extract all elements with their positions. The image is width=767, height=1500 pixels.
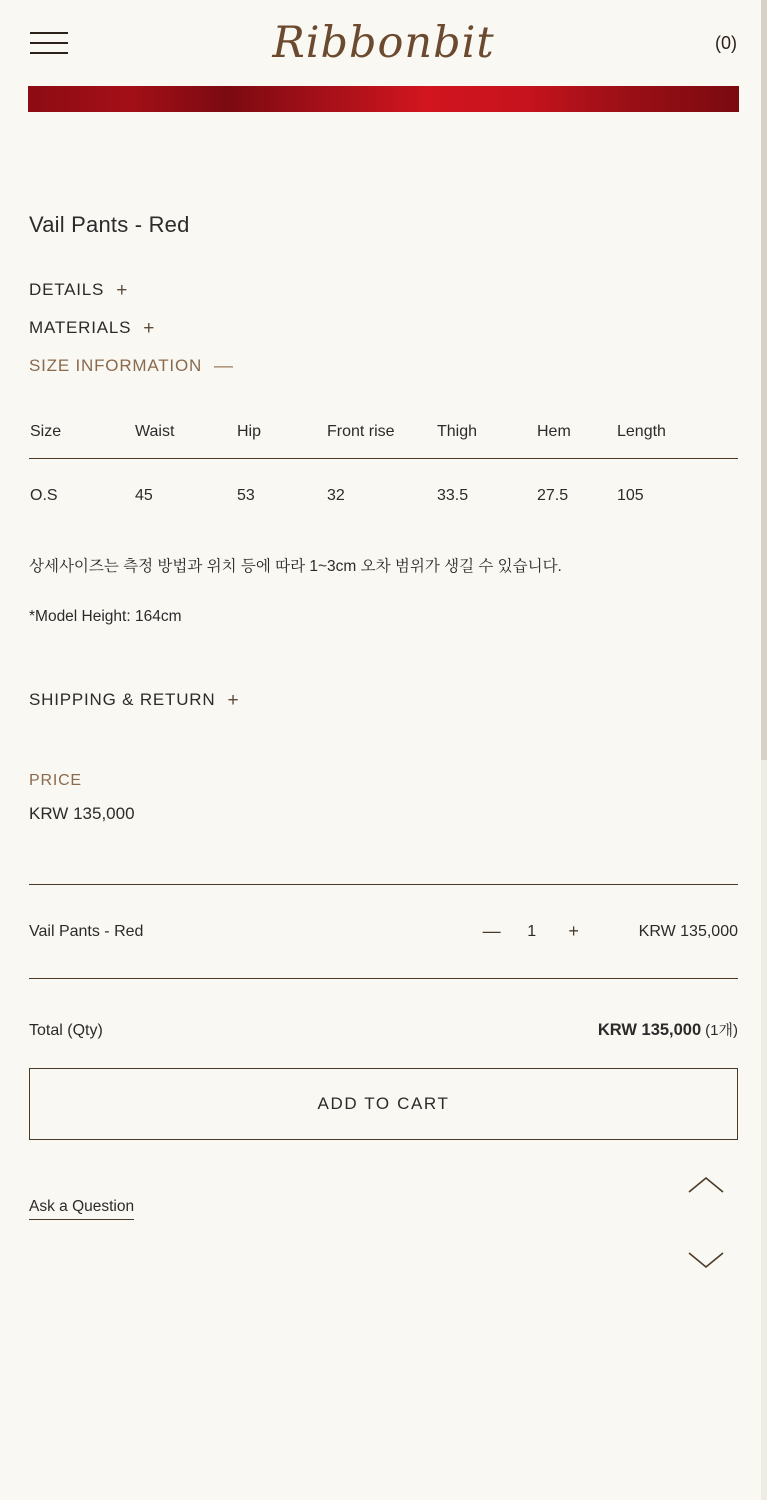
- cell-waist: 45: [135, 487, 153, 504]
- brand-logo: Ribbonbit: [272, 18, 495, 68]
- add-to-cart-button[interactable]: ADD TO CART: [29, 1068, 738, 1140]
- page-title: Vail Pants - Red: [29, 212, 190, 237]
- accordion-group: [29, 280, 738, 376]
- column-header-length: Length: [616, 422, 738, 459]
- plus-icon: +: [227, 689, 239, 711]
- accordion-shipping-return-label: SHIPPING & RETURN: [29, 690, 216, 709]
- column-header-thigh: Thigh: [436, 422, 536, 459]
- chevron-up-icon[interactable]: [687, 1175, 725, 1195]
- model-height-note: *Model Height: 164cm: [29, 608, 182, 625]
- total-amount: KRW 135,000: [597, 1021, 702, 1039]
- divider-top: [29, 884, 738, 885]
- accordion-size-information[interactable]: [29, 356, 738, 376]
- cart-line-item: [29, 893, 738, 970]
- column-header-hip: Hip: [236, 422, 326, 459]
- divider-bottom: [29, 978, 738, 979]
- accordion-size-information-label: SIZE INFORMATION: [29, 356, 203, 375]
- price-value: KRW 135,000: [29, 804, 135, 823]
- scrollbar-thumb[interactable]: [761, 0, 767, 760]
- total-quantity: (1개): [705, 1022, 738, 1039]
- cell-thigh: 33.5: [437, 487, 469, 504]
- quantity-stepper: [483, 921, 581, 942]
- price-label: PRICE: [29, 772, 82, 789]
- total-label: Total (Qty): [29, 1022, 103, 1039]
- accordion-details-label: DETAILS: [29, 280, 105, 299]
- quantity-increase-button[interactable]: +: [568, 921, 579, 941]
- column-header-front-rise: Front rise: [326, 422, 436, 459]
- column-header-waist: Waist: [134, 422, 236, 459]
- hamburger-icon[interactable]: [30, 28, 68, 58]
- quantity-value[interactable]: 1: [527, 922, 537, 940]
- cell-front-rise: 32: [327, 487, 345, 504]
- line-item-price: KRW 135,000: [638, 922, 738, 940]
- cell-length: 105: [617, 487, 644, 504]
- size-tolerance-note: 상세사이즈는 측정 방법과 위치 등에 따라 1~3cm 오차 범위가 생길 수 있습니다.: [29, 558, 562, 575]
- cell-hip: 53: [237, 487, 255, 504]
- plus-icon: +: [143, 317, 155, 339]
- site-header: [0, 0, 767, 86]
- chevron-down-icon[interactable]: [687, 1250, 725, 1270]
- cart-count[interactable]: (0): [715, 32, 737, 53]
- column-header-hem: Hem: [536, 422, 616, 459]
- column-header-size: Size: [29, 422, 134, 459]
- table-header-row: [29, 422, 738, 459]
- product-image-strip: [28, 86, 739, 112]
- accordion-details[interactable]: [29, 280, 738, 300]
- total-row: [29, 987, 738, 1040]
- accordion-materials-label: MATERIALS: [29, 318, 132, 337]
- table-row: [29, 459, 738, 507]
- cell-size: O.S: [30, 487, 58, 504]
- ask-a-question-link[interactable]: Ask a Question: [29, 1198, 134, 1220]
- cell-hem: 27.5: [537, 487, 569, 504]
- line-item-name: Vail Pants - Red: [29, 922, 144, 940]
- size-table: [29, 422, 738, 506]
- quantity-decrease-button[interactable]: —: [482, 921, 501, 941]
- accordion-materials[interactable]: [29, 318, 738, 338]
- plus-icon: +: [116, 279, 128, 301]
- minus-icon: —: [214, 355, 234, 377]
- accordion-shipping-return[interactable]: [29, 690, 738, 710]
- main-content: [0, 212, 767, 1220]
- page-scrollbar[interactable]: [761, 0, 767, 1500]
